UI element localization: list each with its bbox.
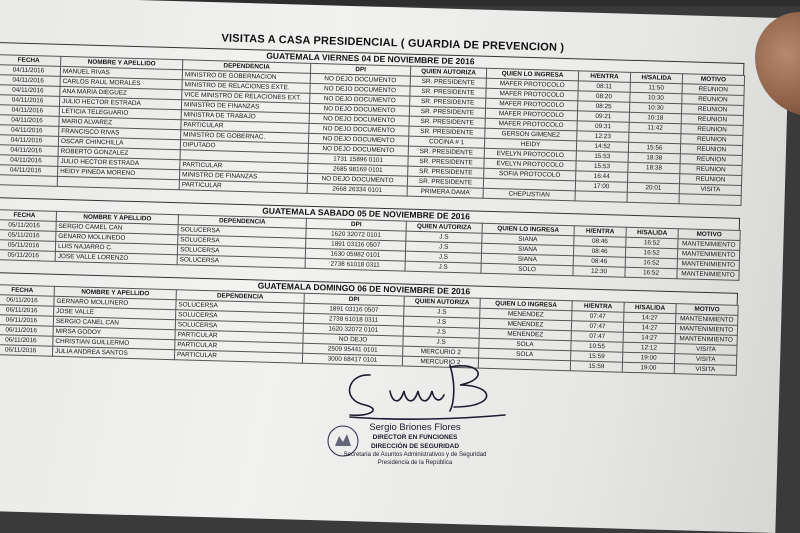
table-cell: NO DEJO DOCUMENTO <box>309 123 409 136</box>
table-cell: J.S <box>403 326 479 338</box>
table-cell: 15:59 <box>570 361 622 372</box>
table-cell: 07:47 <box>572 311 624 322</box>
table-cell: 14:27 <box>623 322 675 333</box>
table-cell: 08:25 <box>578 101 630 112</box>
table-cell: NO DEJO DOCUMENTO <box>307 173 407 186</box>
table-cell: SR. PRESIDENTE <box>409 126 485 138</box>
table-cell: MERCURIO 2 <box>403 346 479 358</box>
table-header-row: FECHA NOMBRE Y APELLIDO DEPENDENCIA DPI QUIEN AUTORIZA QUIEN LO INGRESA H/ENTRA H/SALIDA MOTIVO <box>0 55 745 86</box>
table-cell: 10:55 <box>571 341 623 352</box>
table-cell: SR. PRESIDENTE <box>409 116 485 128</box>
table-cell: 05/11/2016 <box>0 250 55 262</box>
table-cell <box>0 175 57 187</box>
table-cell: VICE MINISTRO DE RELACIONES EXT. <box>182 90 310 104</box>
table-cell: 04/11/2016 <box>0 135 59 147</box>
table-cell: 16:52 <box>626 237 678 248</box>
section-title: GUATEMALA VIERNES 04 DE NOVIEMBRE DE 2016 <box>0 42 744 75</box>
table-cell: 18:38 <box>628 162 680 173</box>
table-cell: REUNION <box>680 144 742 156</box>
table-cell: ROBERTO GONZALEZ <box>58 146 180 159</box>
table-cell: VISITA <box>675 344 737 356</box>
table-cell: PARTICULAR <box>180 160 308 174</box>
document-title: VISITAS A CASA PRESIDENCIAL ( GUARDIA DE PREVENCION ) <box>221 32 565 54</box>
table-cell: MANTENIMIENTO <box>677 249 739 261</box>
table-cell: MINISTRO DE FINANZAS <box>181 100 309 114</box>
table-cell: SR. PRESIDENTE <box>410 86 486 98</box>
table-cell: 04/11/2016 <box>0 125 59 137</box>
table-cell: J.S <box>403 316 479 328</box>
table-cell: NO DEJO DOCUMENTO <box>309 113 409 126</box>
table-cell: EVELYN PROTOCOLO <box>484 158 576 171</box>
table-cell: 14:27 <box>624 312 676 323</box>
table-cell: MINISTRO DE GOBERNACION <box>182 70 310 84</box>
table-cell: SIANA <box>481 253 573 266</box>
table-cell: 12:30 <box>573 266 625 277</box>
table-cell: 14:52 <box>576 141 628 152</box>
table-cell: NO DEJO DOCUMENTO <box>309 103 409 116</box>
table-cell: SOLUCERSA <box>175 320 303 334</box>
table-cell: MINISTRO DE GOBERNAC. <box>181 130 309 144</box>
section-friday <box>0 42 744 206</box>
table-cell: VISITA <box>675 354 737 366</box>
table-cell: 2738 61018 0311 <box>305 258 405 271</box>
table-cell: 12:23 <box>577 131 629 142</box>
table-cell: J.S <box>406 231 482 243</box>
table-cell: 2509 95441 0101 <box>303 343 403 356</box>
table-cell: J.S <box>405 251 481 263</box>
table-cell: 07:47 <box>571 331 623 342</box>
table-cell: SOLUCERSA <box>178 225 306 239</box>
table-cell: SOLUCERSA <box>176 300 304 314</box>
table-cell <box>57 176 179 189</box>
table-cell: MINISTRO DE RELACIONES EXTE. <box>182 80 310 94</box>
table-cell: 10:30 <box>630 102 682 113</box>
table-cell: MANTENIMIENTO <box>676 314 738 326</box>
table-cell: REUNION <box>680 174 742 186</box>
table-cell: REUNION <box>682 94 744 106</box>
table-cell: SERGIO CAMEL CAN <box>56 221 178 234</box>
table-cell: 10:30 <box>630 92 682 103</box>
table-cell: SOLUCERSA <box>177 245 305 259</box>
table-cell: REUNION <box>681 134 743 146</box>
table-cell: 11:50 <box>630 82 682 93</box>
table-cell: VISITA <box>674 364 736 376</box>
table-cell: MANTENIMIENTO <box>675 334 737 346</box>
visits-table <box>0 54 745 206</box>
table-cell: FRANCISCO RIVAS <box>59 126 181 139</box>
table-cell: DIPUTADO <box>180 140 308 154</box>
table-cell: COCINA # 1 <box>408 136 484 148</box>
table-cell: NO DEJO DOCUMENTO <box>310 93 410 106</box>
institution-name: Secretaria de Asuntos Administrativos y de Seguridad <box>343 452 487 458</box>
table-cell: SOLUCERSA <box>178 235 306 249</box>
table-cell: 2685 98169 0101 <box>308 163 408 176</box>
table-cell: CARLOS RAUL MORALES <box>60 76 182 89</box>
table-cell: JULIO HECTOR ESTRADA <box>58 156 180 169</box>
table-cell: VISITA <box>679 184 741 196</box>
table-cell: MENENDEZ <box>479 318 571 331</box>
table-cell: 1891 03116 0507 <box>304 303 404 316</box>
table-cell: NO DEJO DOCUMENTO <box>308 143 408 156</box>
table-cell: PARTICULAR <box>175 340 303 354</box>
section-title: GUATEMALA DOMINGO 06 DE NOVIEMBRE DE 2016 <box>0 272 738 305</box>
table-cell: 08:20 <box>578 91 630 102</box>
table-cell: 11:42 <box>629 122 681 133</box>
table-cell: 06/11/2016 <box>0 315 54 327</box>
table-cell: GERNARO MOLLINERO <box>54 296 176 309</box>
table-cell: MAFER PROTOCOLO <box>486 88 578 101</box>
table-cell: 04/11/2016 <box>0 155 58 167</box>
table-cell: J.S <box>405 261 481 273</box>
table-cell: MAFER PROTOCOLO <box>485 108 577 121</box>
table-cell: SR. PRESIDENTE <box>410 76 486 88</box>
table-cell: 09:31 <box>577 121 629 132</box>
table-cell: MINISTRA DE TRABAJO <box>181 110 309 124</box>
table-cell: MINISTRO DE FINANZAS <box>179 170 307 184</box>
table-cell: 16:52 <box>625 257 677 268</box>
table-cell: 04/11/2016 <box>0 65 61 77</box>
table-cell: 06/11/2016 <box>0 324 53 336</box>
table-cell: 15:53 <box>576 151 628 162</box>
table-cell: 20:01 <box>627 182 679 193</box>
table-cell: 10:18 <box>629 112 681 123</box>
table-cell: ANA MARIA DIEGUEZ <box>60 86 182 99</box>
table-cell: MAFER PROTOCOLO <box>486 78 578 91</box>
table-cell: MARIO ALVAREZ <box>59 116 181 129</box>
table-cell: JULIO HECTOR ESTRADA <box>59 96 181 109</box>
table-cell: 07:47 <box>571 321 623 332</box>
section-title: GUATEMALA SABADO 05 DE NOVIEMBRE DE 2016 <box>0 197 740 230</box>
table-cell: 2668 26334 0101 <box>307 183 407 196</box>
table-cell: SR. PRESIDENTE <box>408 166 484 178</box>
table-cell: MANTENIMIENTO <box>678 239 740 251</box>
table-cell: PARTICULAR <box>181 120 309 134</box>
table-cell: NO DEJO <box>303 333 403 346</box>
table-cell: SR. PRESIDENTE <box>408 156 484 168</box>
table-cell: 04/11/2016 <box>0 105 59 117</box>
table-body <box>0 65 744 206</box>
table-cell: MANUEL RIVAS <box>60 66 182 79</box>
table-cell: J.S <box>406 241 482 253</box>
table-cell: PARTICULAR <box>174 350 302 364</box>
table-cell: 18:38 <box>628 152 680 163</box>
institution-parent: Presidencia de la República <box>377 460 453 466</box>
table-cell: LETICIA TELEGUARIO <box>59 106 181 119</box>
table-cell: 04/11/2016 <box>0 95 60 107</box>
table-cell: 04/11/2016 <box>0 75 60 87</box>
table-cell: 04/11/2016 <box>0 165 58 177</box>
table-cell: 09:21 <box>577 111 629 122</box>
table-cell: SR. PRESIDENTE <box>408 146 484 158</box>
table-cell: J.S <box>403 336 479 348</box>
signer-name: Sergio Briones Flores <box>369 422 461 433</box>
table-cell: 15:59 <box>571 351 623 362</box>
table-cell: SOLO <box>481 263 573 276</box>
table-cell: 3000 68417 0101 <box>302 353 402 366</box>
table-cell: 16:44 <box>576 171 628 182</box>
table-cell: MANTENIMIENTO <box>677 269 739 281</box>
table-cell: 04/11/2016 <box>0 85 60 97</box>
table-cell: MIRSA GODOY <box>53 326 175 339</box>
table-cell: 15:53 <box>576 161 628 172</box>
table-cell <box>627 192 679 203</box>
table-cell: NO DEJO DOCUMENTO <box>309 133 409 146</box>
table-cell: SIANA <box>482 233 574 246</box>
table-cell: REUNION <box>680 154 742 166</box>
section-saturday <box>0 197 740 281</box>
table-header-row: FECHA NOMBRE Y APELLIDO DEPENDENCIA DPI QUIEN AUTORIZA QUIEN LO INGRESA H/ENTRA H/SALIDA MOTIVO <box>0 285 738 316</box>
table-cell: 06/11/2016 <box>0 305 54 317</box>
table-cell: 17:00 <box>575 181 627 192</box>
table-cell: MENENDEZ <box>479 328 571 341</box>
table-cell: REUNION <box>682 84 744 96</box>
table-cell: 16:52 <box>625 247 677 258</box>
table-cell: SERGIO CANEL CAN <box>53 316 175 329</box>
table-cell: 14:27 <box>623 332 675 343</box>
table-cell: 04/11/2016 <box>0 145 58 157</box>
table-cell: 08:46 <box>573 246 625 257</box>
table-cell: NO DEJO DOCUMENTO <box>310 73 410 86</box>
table-cell: MENENDEZ <box>480 308 572 321</box>
signature-block <box>310 422 520 467</box>
table-cell: JOSE VALLE LORENZO <box>55 251 177 264</box>
table-cell <box>575 191 627 202</box>
table-cell: HEIDY <box>484 138 576 151</box>
table-cell: 08:46 <box>574 236 626 247</box>
table-cell: SOLUCERSA <box>176 310 304 324</box>
table-cell: SR. PRESIDENTE <box>410 96 486 108</box>
table-cell: 08:46 <box>573 256 625 267</box>
table-cell: 12:12 <box>623 342 675 353</box>
table-cell: SR. PRESIDENTE <box>409 106 485 118</box>
table-cell: LUIS NAJARRO C. <box>55 241 177 254</box>
table-header-row: FECHA NOMBRE Y APELLIDO DEPENDENCIA DPI QUIEN AUTORIZA QUIEN LO INGRESA H/ENTRA H/SALIDA MOTIVO <box>0 210 740 241</box>
table-cell: GENARO MOLLINEDO <box>56 231 178 244</box>
table-cell: SIANA <box>482 243 574 256</box>
table-cell: MAFER PROTOCOLO <box>486 98 578 111</box>
signer-department: DIRECCIÓN DE SEGURIDAD <box>370 443 460 450</box>
table-cell: MERCURIO 2 <box>402 356 478 368</box>
table-cell: MANTENIMIENTO <box>677 259 739 271</box>
table-cell: 08:11 <box>578 81 630 92</box>
table-cell: 06/11/2016 <box>0 334 53 346</box>
table-cell: JULIA ANDREA SANTOS <box>52 346 174 359</box>
table-cell: 04/11/2016 <box>0 115 59 127</box>
signer-title: DIRECTOR EN FUNCIONES <box>372 434 458 441</box>
table-cell: HEIDY PINEDA MORENO <box>57 166 179 179</box>
handwritten-signature <box>330 355 520 427</box>
table-cell: REUNION <box>681 124 743 136</box>
table-cell: CHRISTIAN GUILLERMO <box>53 336 175 349</box>
table-cell: MANTENIMIENTO <box>675 324 737 336</box>
table-cell: OSCAR CHINCHILLA <box>58 136 180 149</box>
table-cell: 1620 32072 0101 <box>303 323 403 336</box>
table-cell: 1620 32072 0101 <box>306 228 406 241</box>
table-cell: J.S <box>404 306 480 318</box>
table-cell: SOFIA PROTOCOLO <box>484 168 576 181</box>
table-cell: REUNION <box>681 104 743 116</box>
table-cell: 1630 05982 0101 <box>305 248 405 261</box>
table-cell: 16:52 <box>625 267 677 278</box>
table-cell: CHEPUSTIAN <box>483 188 575 201</box>
table-cell: 19:00 <box>622 362 674 373</box>
table-cell: 1731 15896 0101 <box>308 153 408 166</box>
table-cell: REUNION <box>680 164 742 176</box>
table-cell: NO DEJO DOCUMENTO <box>310 83 410 96</box>
table-cell: PRIMERA DAMA <box>407 186 483 198</box>
table-cell: 19:00 <box>623 352 675 363</box>
table-cell: 05/11/2016 <box>0 220 56 232</box>
table-cell: JOSE VALLE <box>54 306 176 319</box>
table-cell <box>679 194 741 206</box>
table-cell: EVELYN PROTOCOLO <box>484 148 576 161</box>
table-cell: 1891 03116 0507 <box>306 238 406 251</box>
table-cell: PARTICULAR <box>179 180 307 194</box>
table-cell: SR. PRESIDENTE <box>407 176 483 188</box>
table-cell: 06/11/2016 <box>0 295 54 307</box>
table-cell: 05/11/2016 <box>0 230 56 242</box>
table-cell: 2738 61018 0311 <box>303 313 403 326</box>
table-cell: SOLA <box>479 338 571 351</box>
table-cell: GERSON GIMENEZ <box>485 128 577 141</box>
table-cell: 06/11/2016 <box>0 344 53 356</box>
table-cell: SOLA <box>479 348 571 361</box>
table-cell: SOLUCERSA <box>177 255 305 269</box>
table-cell: 05/11/2016 <box>0 240 56 252</box>
table-cell: MAFER PROTOCOLO <box>485 118 577 131</box>
table-cell: PARTICULAR <box>175 330 303 344</box>
table-cell: 15:56 <box>628 142 680 153</box>
table-cell: REUNION <box>681 114 743 126</box>
